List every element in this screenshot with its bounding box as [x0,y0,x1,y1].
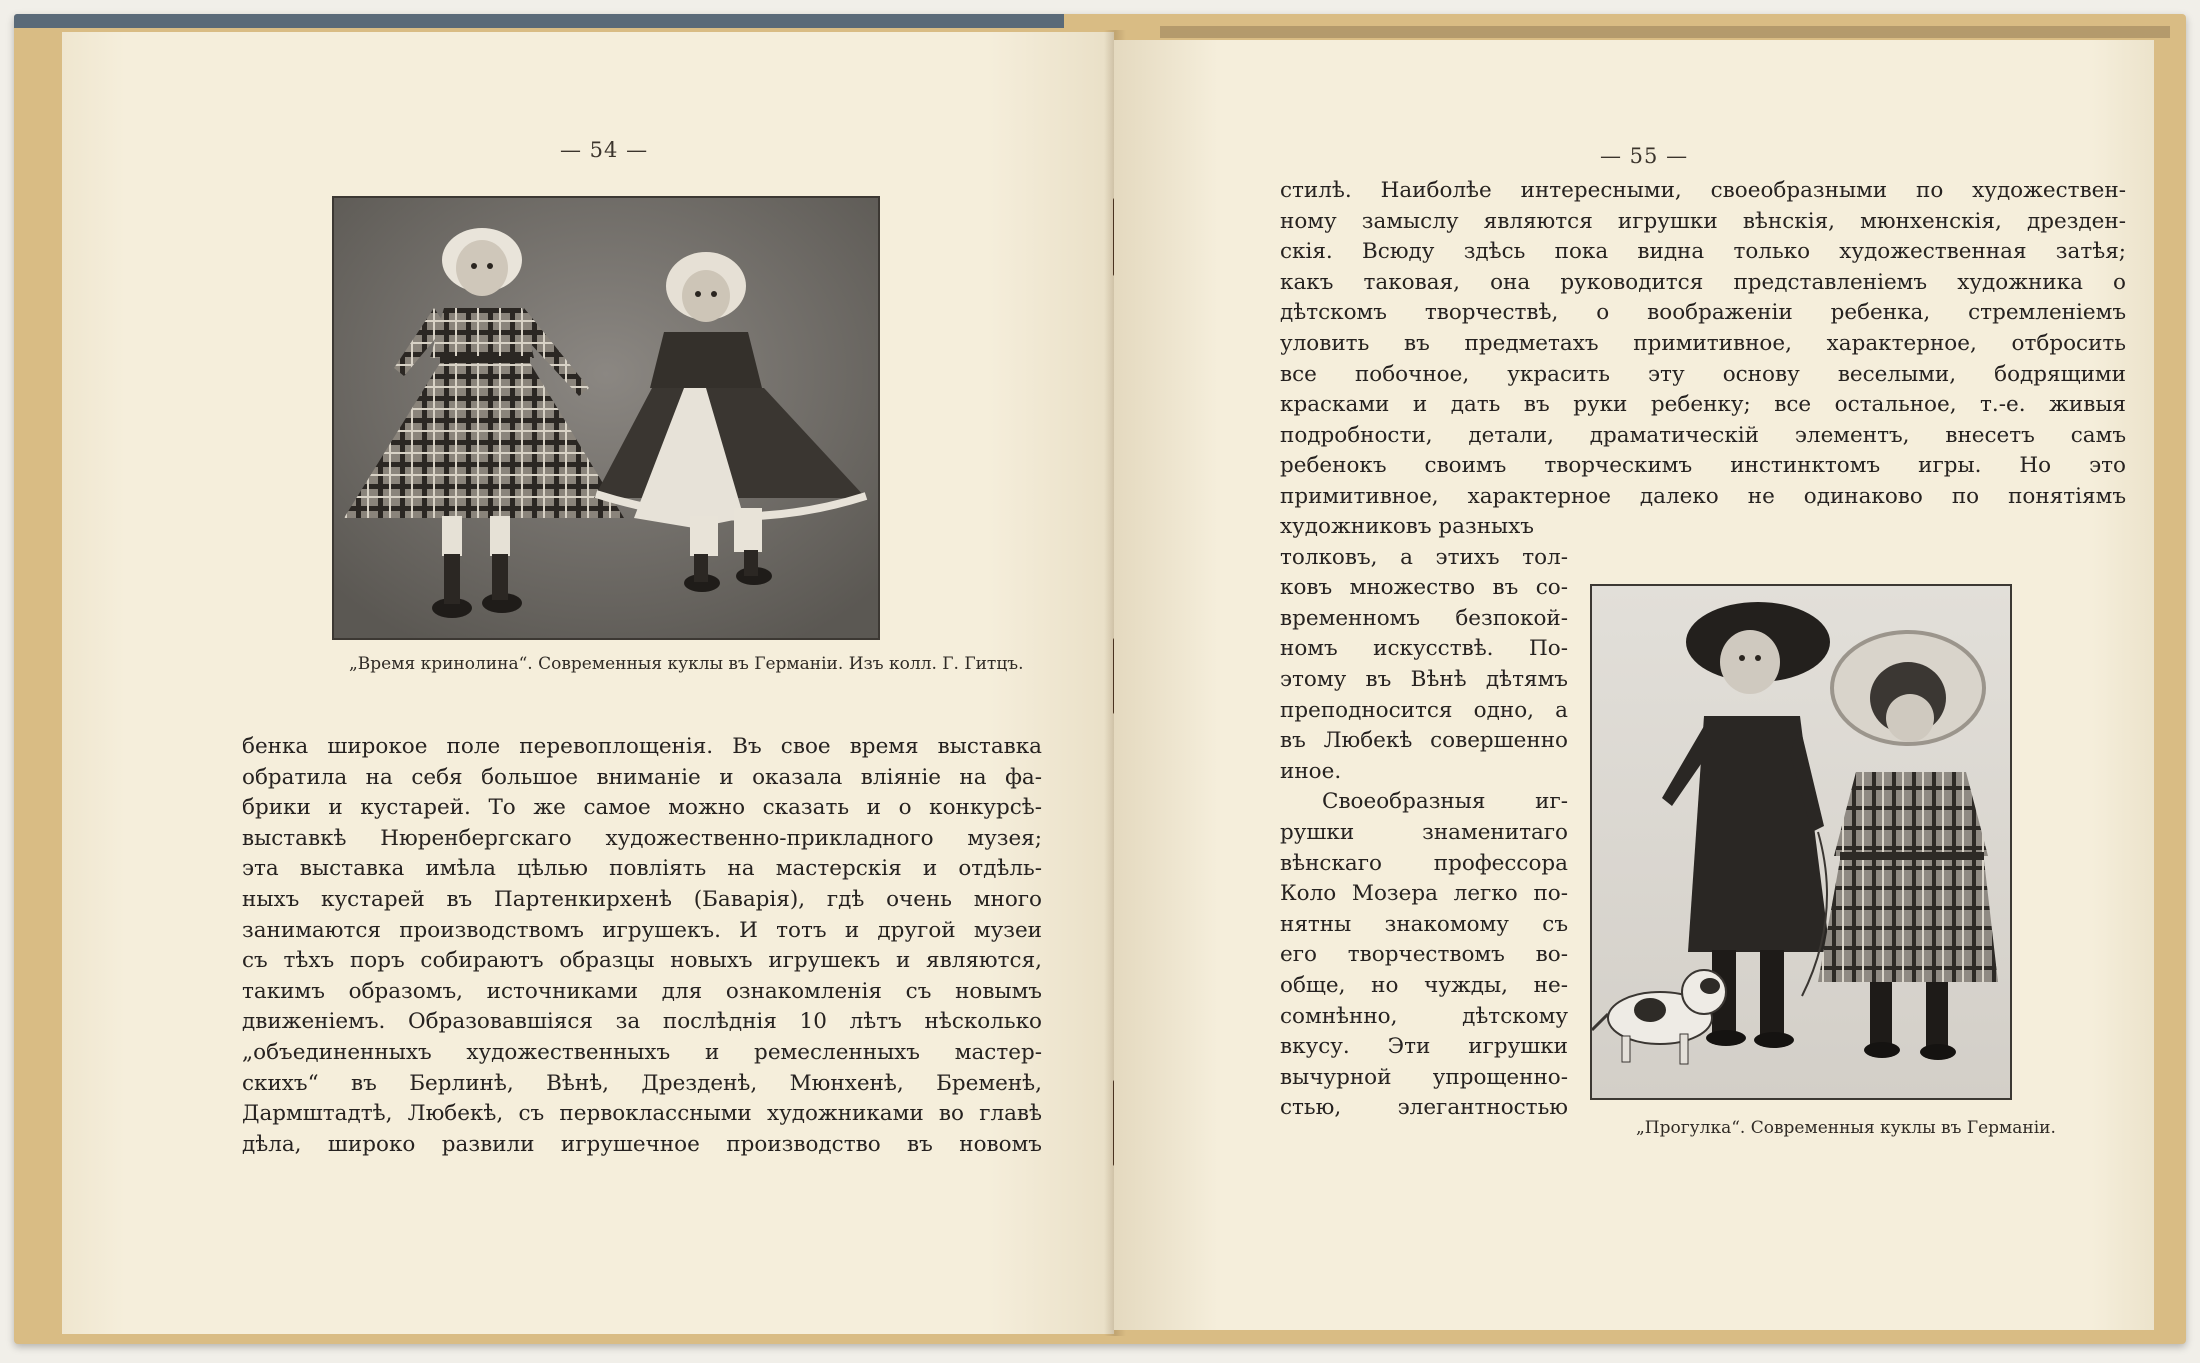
text-line: временномъ безпокой- [1280,605,1568,631]
photo-caption-right: „Прогулка“. Современныя куклы въ Германіи. [1636,1118,2056,1138]
text-line: ребенокъ своимъ творческимъ инстинктомъ игры. Но это [1280,453,2126,479]
text-line: движеніемъ. Образовавшіяся за послѣднія 10 лѣтъ нѣсколько [242,1009,1042,1035]
text-line: дѣла, широко развили игрушечное производство въ новомъ [242,1131,1042,1157]
text-line: „объединенныхъ художественныхъ и ремесленныхъ мастер- [242,1039,1042,1065]
text-line: съ тѣхъ поръ собираютъ образцы новыхъ игрушекъ и являются, [242,948,1042,974]
text-line: нятны знакомому съ [1280,911,1568,937]
text-line: этому въ Вѣнѣ дѣтямъ [1280,666,1568,692]
text-line: Дармштадтѣ, Любекѣ, съ первоклассными художниками во главѣ [242,1101,1042,1127]
cover-spine-edge [14,14,1064,28]
text-line: иное. [1280,758,1342,784]
text-line: эта выставка имѣла цѣлью повліять на мастерскія и отдѣль- [242,856,1042,882]
text-line: стилѣ. Наиболѣе интересными, своеобразными по художествен- [1280,178,2126,203]
text-line: вѣнскаго профессора [1280,850,1568,876]
text-line: сомнѣнно, дѣтскому [1280,1003,1568,1029]
text-line: занимаются производствомъ игрушекъ. И тотъ и другой музеи [242,917,1042,943]
text-line: преподносится одно, а [1280,697,1568,723]
page-number-left: — 54 — [560,138,649,162]
left-page [62,32,1114,1334]
text-line: примитивное, характерное далеко не одинаково по понятіямъ [1280,483,2126,509]
left-body-text [242,732,1042,1160]
text-line: Своеобразныя иг- [1322,789,1568,815]
text-line: Коло Мозера легко по- [1280,881,1568,907]
text-line: обратила на себя большое вниманіе и оказала вліяніе на фа- [242,764,1042,790]
cover-top-edge [1160,26,2170,38]
text-line: ныхъ кустарей въ Партенкирхенѣ (Баварія), гдѣ очень много [242,886,1042,912]
text-line: красками и дать въ руки ребенку; все остальное, т.-е. живыя [1280,392,2126,418]
text-line: уловить въ предметахъ примитивное, характерное, отбросить [1280,330,2126,356]
text-line: номъ искусствѣ. По- [1280,636,1568,662]
text-line: вкусу. Эти игрушки [1280,1034,1568,1060]
text-line: рушки знаменитаго [1280,819,1568,845]
right-body-text-full [1280,176,2126,513]
right-page [1114,40,2154,1330]
dolls-crinoline-photo [332,196,880,640]
text-line: такимъ образомъ, источниками для ознакомленія съ новымъ [242,978,1042,1004]
right-body-text-narrow [1280,512,1568,1124]
text-line: толковъ, а этихъ тол- [1280,544,1568,570]
text-line: все побочное, украсить эту основу веселыми, бодрящими [1280,361,2126,387]
text-line: выставкѣ Нюренбергскаго художественно-прикладного музея; [242,825,1042,851]
text-line: брики и кустарей. То же самое можно сказать и о конкурсѣ- [242,795,1042,821]
text-line: подробности, детали, драматическій элементъ, внесетъ самъ [1280,422,2126,448]
text-line: какъ таковая, она руководится представленіемъ художника о [1280,269,2126,295]
text-line: въ Любекѣ совершенно [1280,728,1568,754]
page-number-right: — 55 — [1600,144,1689,168]
text-line: скихъ“ въ Берлинѣ, Вѣнѣ, Дрезденѣ, Мюнхенѣ, Бременѣ, [242,1070,1042,1096]
text-line: ному замыслу являются игрушки вѣнскія, мюнхенскія, дрезден- [1280,208,2126,234]
text-line: художниковъ разныхъ [1280,514,1534,539]
photo-caption-left: „Время кринолина“. Современныя куклы въ Германіи. Изъ колл. Г. Гитцъ. [349,654,1024,674]
text-line: вычурной упрощенно- [1280,1064,1568,1090]
text-line: бенка широкое поле перевоплощенія. Въ свое время выставка [242,734,1042,759]
text-line: стью, элегантностью [1280,1095,1568,1121]
text-line: ковъ множество въ со- [1280,575,1568,601]
walk-children-dog-photo [1590,584,2012,1100]
text-line: дѣтскомъ творчествѣ, о воображеніи ребенка, стремленіемъ [1280,300,2126,326]
text-line: скія. Всюду здѣсь пока видна только художественная затѣя; [1280,239,2126,265]
text-line: обще, но чужды, не- [1280,972,1568,998]
text-line: его творчествомъ во- [1280,942,1568,968]
